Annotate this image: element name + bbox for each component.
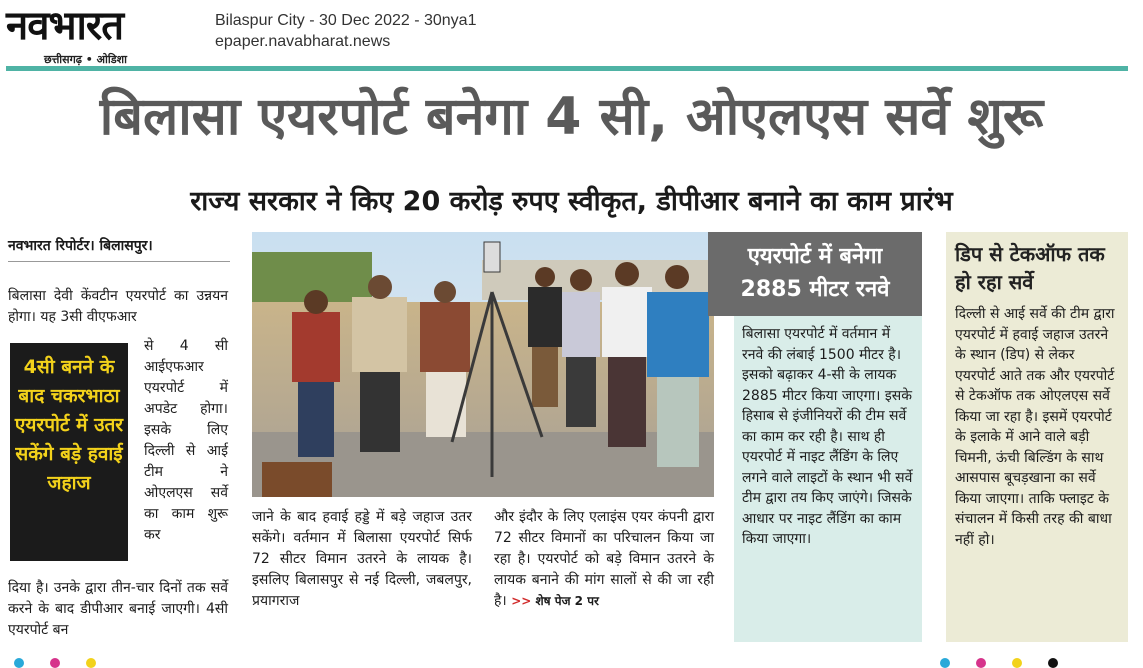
registration-dot-icon xyxy=(14,658,24,668)
callout-teal xyxy=(734,316,922,642)
logo-subtitle: छत्तीसगढ़ • ओडिशा xyxy=(44,53,127,66)
article-col2: जाने के बाद हवाई हड्डे में बड़े जहाज उतर सकेंगे। वर्तमान में बिलासा एयरपोर्ट सिर्फ 72 सीटर विमान उतरने के लायक है। इसलिए बिलासपुर से नई दिल्ली, जबलपुर, प्रयागराज xyxy=(252,509,472,609)
masthead xyxy=(0,0,1143,72)
masthead-divider xyxy=(6,66,1128,71)
article-col3 xyxy=(494,507,714,612)
subheadline: राज्य सरकार ने किए 20 करोड़ रुपए स्वीकृत, डीपीआर बनाने का काम प्रारंभ xyxy=(190,186,953,217)
callout-beige xyxy=(946,232,1128,642)
callout-grey xyxy=(708,232,922,316)
edition-info: Bilaspur City - 30 Dec 2022 - 30nya1 xyxy=(215,12,477,29)
registration-dot-icon xyxy=(940,658,950,668)
callout-beige-title: डिप से टेकऑफ तक हो रहा सर्वे xyxy=(955,242,1105,294)
headline: बिलासा एयरपोर्ट बनेगा 4 सी, ओएलएस सर्वे शुरू xyxy=(99,87,1044,147)
article-col1-right: से 4 सी आईएफआर एयरपोर्ट में अपडेट होगा। इसके लिए दिल्ली से आई टीम ने ओएलएस सर्वे का काम शुरू कर xyxy=(144,338,228,543)
logo-word: नवभारत xyxy=(6,3,124,49)
continued-arrow-icon: >> xyxy=(511,594,532,608)
newspaper-logo xyxy=(6,4,196,66)
continued-label: शेष पेज 2 पर xyxy=(535,594,599,608)
callout-black: 4सी बनने के बाद चकरभाठा एयरपोर्ट में उतर सकेंगे बड़े हवाई जहाज xyxy=(10,343,128,561)
callout-teal-text: बिलासा एयरपोर्ट में वर्तमान में रनवे की लंबाई 1500 मीटर है। इसको बढ़ाकर 4-सी के लायक 2885 मीटर किया जाएगा। इसके हिसाब से इंजीनियरों की टीम सर्वे का काम कर रही है। साथ ही एयरपोर्ट में नाइट लैंडिंग के लिए लगने वाले लाइटों के स्थान भी सर्वे टीम द्वारा तय किए जाएंगे। जिसके आधार पर नाइट लैंडिंग का काम किया जाएगा। xyxy=(742,326,913,547)
registration-dot-icon xyxy=(1048,658,1058,668)
registration-dot-icon xyxy=(1012,658,1022,668)
callout-grey-line1: एयरपोर्ट में बनेगा xyxy=(747,244,883,269)
callout-beige-text: दिल्ली से आई सर्वे की टीम द्वारा एयरपोर्ट में हवाई जहाज उतरने के स्थान (डिप) से लेकर एयरपोर्ट आते तक और एयरपोर्ट से टेकऑफ तक ओएलएस सर्वे किया जा रहा है। इसमें एयरपोर्ट के इलाके में आने वाले बड़ी चिमनी, ऊंची बिल्डिंग के साथ आसपास बूचड़खाना का सर्वे किया जाएगा। ताकि फ्लाइट के संचालन में किसी तरह की बाधा नहीं हो। xyxy=(955,306,1115,548)
article-col3-text: और इंदौर के लिए एलाइंस एयर कंपनी द्वारा 72 सीटर विमानों का परिचालन किया जा रहा है। एयरपोर्ट को बड़े विमान उतरने के लायक बनाने की मांग सालों से की जा रही है। xyxy=(494,509,714,609)
registration-dot-icon xyxy=(976,658,986,668)
byline: नवभारत रिपोर्टर। बिलासपुर। xyxy=(8,236,230,262)
registration-dot-icon xyxy=(50,658,60,668)
registration-dot-icon xyxy=(86,658,96,668)
continued-link[interactable] xyxy=(511,594,599,608)
article-col1-bottom: दिया है। उनके द्वारा तीन-चार दिनों तक सर्वे करने के बाद डीपीआर बनाई जाएगी। 4सी एयरपोर्ट बन xyxy=(8,580,228,638)
callout-grey-line2: 2885 मीटर रनवे xyxy=(740,277,890,302)
epaper-site: epaper.navabharat.news xyxy=(215,33,391,50)
survey-team-photo xyxy=(252,232,714,497)
article-col1-top: बिलासा देवी केंवटीन एयरपोर्ट का उन्नयन होगा। यह 3सी वीएफआर xyxy=(8,288,228,325)
